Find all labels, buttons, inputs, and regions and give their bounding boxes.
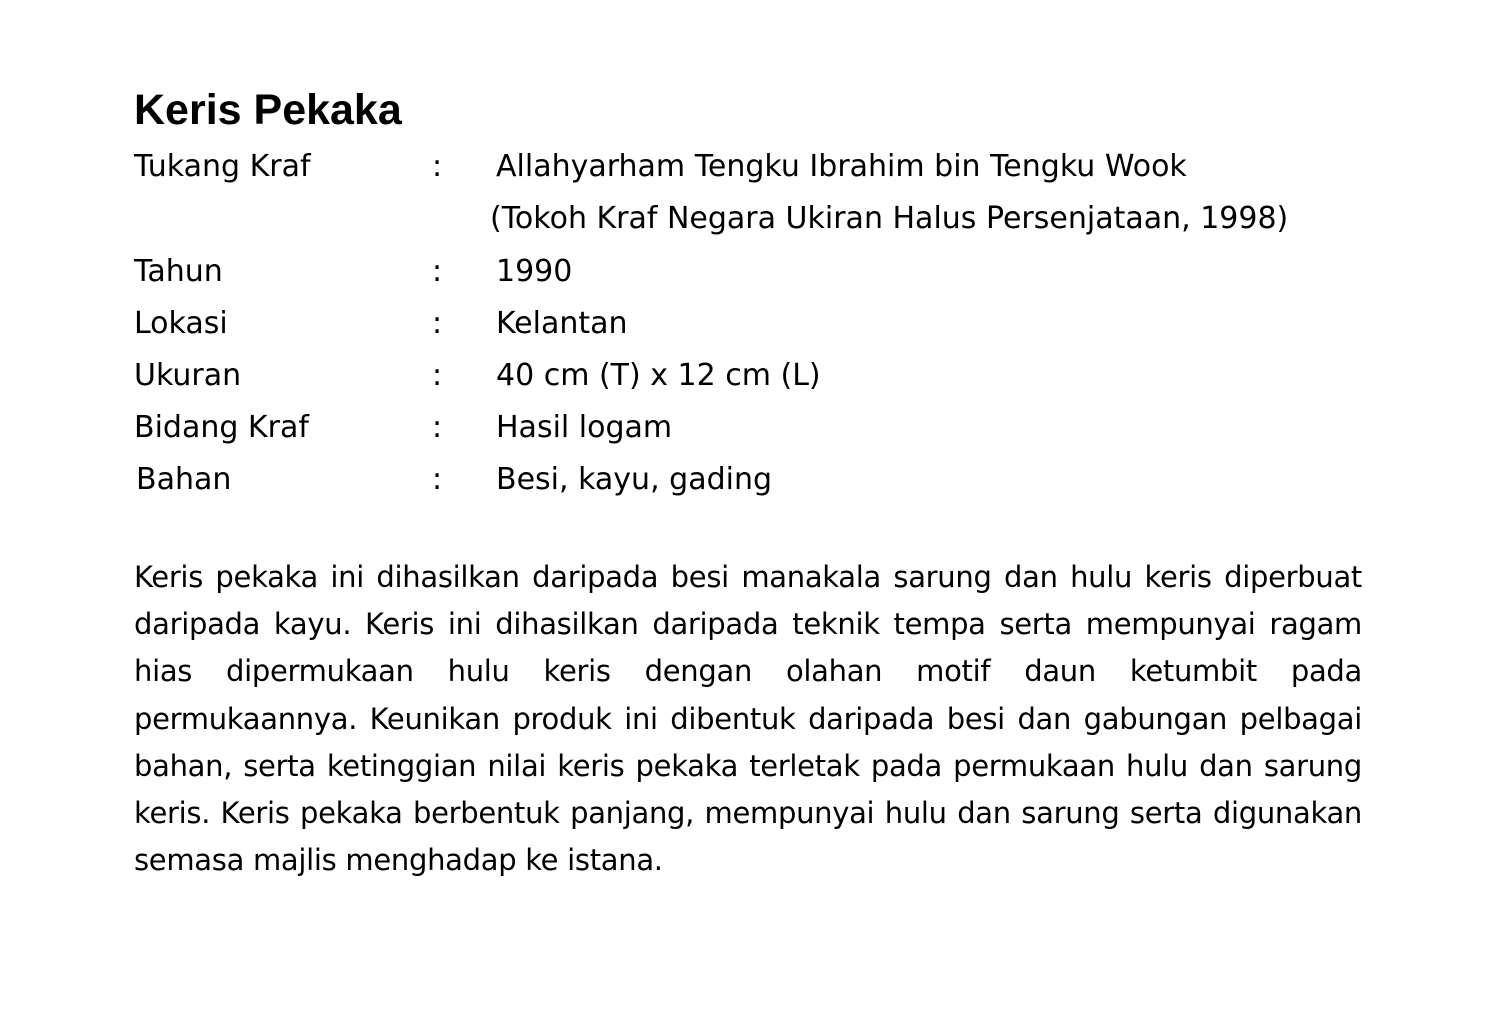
- detail-separator: :: [432, 306, 443, 341]
- detail-separator: :: [432, 358, 443, 393]
- detail-value: Besi, kayu, gading: [496, 462, 773, 497]
- detail-separator: :: [432, 410, 443, 445]
- detail-separator: :: [432, 462, 443, 497]
- detail-value: 1990: [496, 254, 573, 289]
- detail-row-bidang-kraf: [134, 402, 1374, 454]
- detail-row-tukang-kraf-note: [134, 193, 1374, 246]
- detail-label: Bidang Kraf: [134, 410, 309, 445]
- detail-label: Tukang Kraf: [134, 149, 311, 184]
- detail-row-lokasi: [134, 298, 1374, 350]
- detail-label: Tahun: [134, 254, 223, 289]
- detail-row-ukuran: [134, 350, 1374, 402]
- detail-row-bahan: [134, 454, 1374, 506]
- detail-value: Hasil logam: [496, 410, 673, 445]
- detail-label: Ukuran: [134, 358, 242, 393]
- detail-label: Lokasi: [134, 306, 228, 341]
- detail-row-tahun: [134, 246, 1374, 298]
- detail-separator: :: [432, 254, 443, 289]
- detail-note: (Tokoh Kraf Negara Ukiran Halus Persenjataan, 1998): [490, 201, 1289, 236]
- detail-label: Bahan: [136, 462, 232, 497]
- page-title: Keris Pekaka: [134, 86, 402, 134]
- detail-value: 40 cm (T) x 12 cm (L): [496, 358, 821, 393]
- description-paragraph: Keris pekaka ini dihasilkan daripada besi manakala sarung dan hulu keris diperbuat daripada kayu. Keris ini dihasilkan daripada teknik tempa serta mempunyai ragam hias dipermukaan hulu keris dengan olahan motif daun ketumbit pada permukaannya. Keunikan produk ini dibentuk daripada besi dan gabungan pelbagai bahan, serta ketinggian nilai keris pekaka terletak pada permukaan hulu dan sarung keris. Keris pekaka berbentuk panjang, mempunyai hulu dan sarung serta digunakan semasa majlis menghadap ke istana.: [134, 560, 1362, 878]
- detail-value: Kelantan: [496, 306, 628, 341]
- detail-separator: :: [432, 149, 443, 184]
- detail-row-tukang-kraf: [134, 141, 1374, 193]
- details-list: [134, 141, 1374, 506]
- detail-value: Allahyarham Tengku Ibrahim bin Tengku Wook: [496, 149, 1187, 184]
